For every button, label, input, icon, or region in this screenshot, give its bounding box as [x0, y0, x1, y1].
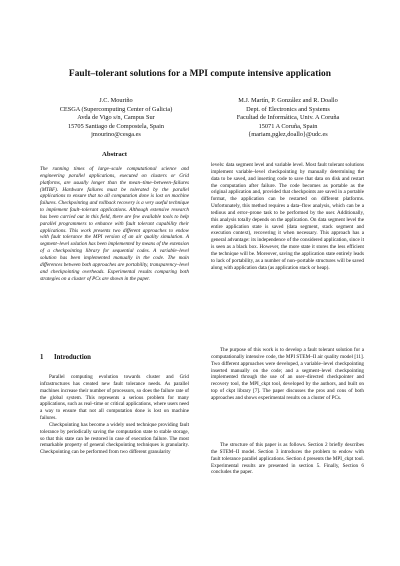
author-name: J.C. Mouriño: [99, 97, 133, 104]
author-organization: CESGA (Supercomputing Center of Galicia): [59, 105, 173, 113]
intro-paragraph-1: Parallel computing evolution towards cluster and Grid infrastructures has created new fault tolerance needs. As parallel machines increase their number of processors, so does the failure rate of the global system. This represents a serious problem for many applications, such as real–time or critical applications, where users need a way to ensure that not all computation done is lost on machine failures.: [40, 374, 189, 422]
author-block-1: [40, 97, 192, 140]
author-block-2: [212, 97, 364, 140]
section-title: Introduction: [54, 354, 91, 361]
introduction-heading: [40, 354, 189, 361]
author-city: 15705 Santiago de Compostela, Spain: [67, 122, 165, 130]
author-name: M.J. Martín, P. González and R. Doallo: [238, 97, 338, 104]
abstract-text: The running times of large–scale computational science and engineering parallel applications, executed on clusters or Grid platforms, are usually longer than the mean–time–between–failures (MTBF). Hardware failures must be tolerated by the parallel applications to ensure that no all computation done is lost on machine failures. Checkpointing and rollback recovery is a very useful technique to implement fault–tolerant applications. Although extensive research has been carried out in this field, there are few available tools to help parallel programmers to enhance with fault tolerant capability their applications. This work presents two different approaches to endow with fault tolerance the MPI version of an air quality simulation. A segment–level solution has been implemented by means of the extension of a checkpointing library for sequential codes. A variable–level solution has been implemented manually in the code. The main differences between both approaches are portability, transparency–level and checkpointing overheads. Experimental results comparing both strategies on a cluster of PCs are shown in the paper.: [40, 166, 189, 282]
author-organization: Dept. of Electronics and Systems: [246, 105, 330, 113]
section-number: 1: [40, 354, 44, 361]
right-column-paragraph-1: [211, 162, 364, 272]
right-column-paragraph-3: [211, 442, 364, 476]
body-paragraph: levels: data segment level and variable level. Most fault tolerant solutions implement variable–level checkpointing by manually determining the data to be saved, and inserting code to save that data on disk and restart the computation after failure. The code becomes as portable as the original application and, provided that checkpoints are saved in a portable format, the application can be restarted on different platforms. Unfortunately, this method requires a data–flow analysis, which can be a tedious and error–prone task to be performed by the user. Additionally, this analysis totally depends on the application. On data segment level the entire application state is saved (data segment, stack segment and execution context), recovering it when necessary. This approach has a general advantage: its independence of the considered application, since it is seen as a black box. However, the more state it stores the less efficient the technique will be. Moreover, saving the application state entirely leads to lack of portability, as a number of non–portable structures will be saved along with application data (as application stack or heap).: [211, 162, 364, 271]
intro-paragraph-2: Checkpointing has become a widely used technique providing fault tolerance by periodically saving the computation state to stable storage, so that this state can be restored in case of execution failure. The most remarkable property of general checkpointing techniques is granularity. Checkpointing can be performed from two different granularity: [40, 421, 189, 456]
body-paragraph: The structure of this paper is as follows. Section 2 briefly describes the STEM–II model. Section 3 introduces the problem to endow with fault tolerance parallel applications. Section 4 presents the MPI_ckpt tool. Experimental results are presented in section 5. Finally, Section 6 concludes the paper.: [211, 442, 364, 476]
author-email: {mariam,pglez,doallo}@udc.es: [248, 131, 328, 139]
author-email: jmourino@cesga.es: [91, 131, 141, 139]
abstract-heading: Abstract: [102, 151, 127, 158]
author-city: 15071 A Coruña, Spain: [258, 122, 318, 130]
introduction-body: [40, 374, 189, 456]
paper-title: Fault–tolerant solutions for a MPI compute intensive application: [68, 69, 332, 79]
author-address: Avda de Vigo s/n, Campus Sur: [77, 114, 155, 122]
author-address: Facultad de Informática, Univ. A Coruña: [236, 114, 340, 122]
right-column-paragraph-2: [211, 347, 364, 402]
body-paragraph: The purpose of this work is to develop a fault tolerant solution for a computationally intensive code, the MPI STEM–II air quality model [11]. Two different approaches were developed, a variable–level checkpointing inserted manually on the code; and a segment–level checkpointing implemented through the use of an user–directed checkpointer and recovery tool, the MPI_ckpt tool, developed by the authors, and built on top of ckpt library [7]. The paper discusses the pros and cons of both approaches and shows experimental results on a cluster of PCs.: [211, 347, 364, 401]
